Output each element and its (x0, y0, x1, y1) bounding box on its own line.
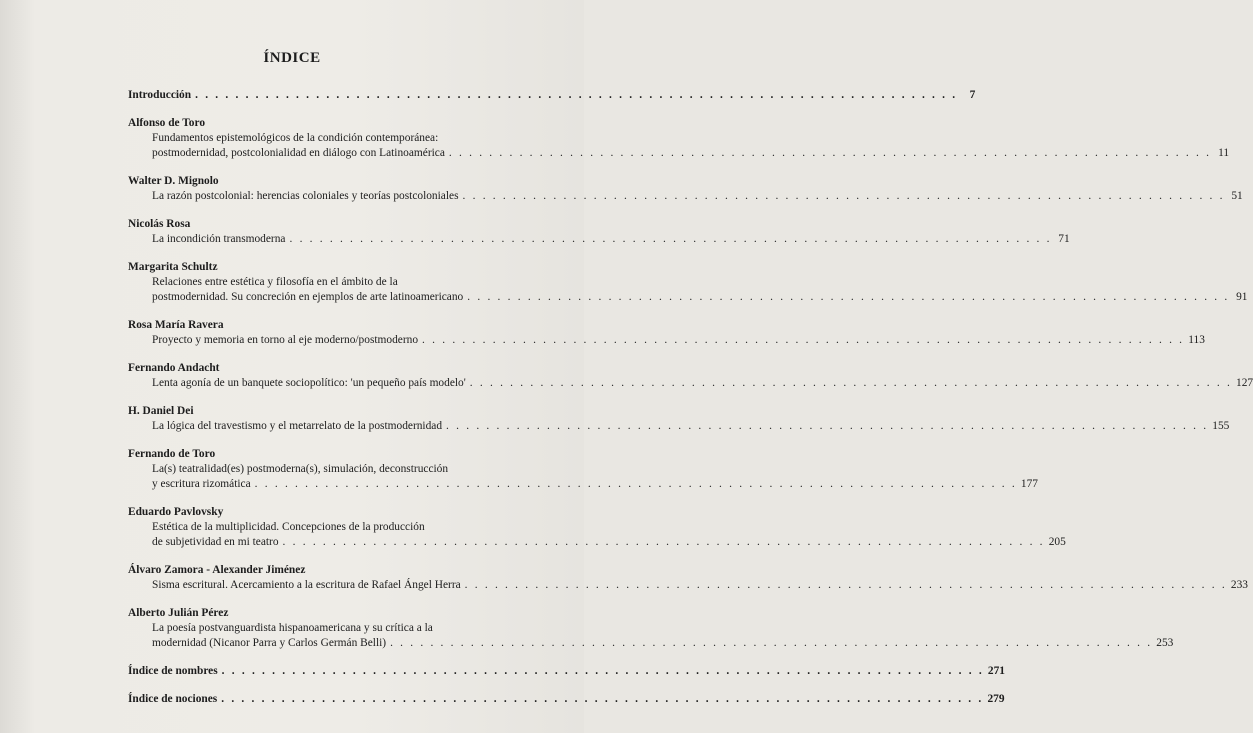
dot-leader: . . . . . . . . . . . . . . . . . . . . . . . . . . . . . . . . . . . . . . . . . . . . . . . . . . . . . . . . . . . . . . . . . . . . . . . . . . . . (467, 291, 1230, 303)
toc-entry-final-line (152, 477, 1038, 492)
toc-index-notions (128, 692, 1005, 707)
toc-introduction-label: Introducción (128, 89, 192, 101)
toc-entry-final-line (152, 376, 1253, 391)
toc-entry-title (128, 333, 1205, 348)
toc-index-notions-label: Índice de nociones (128, 693, 218, 705)
toc-entry-title-line: postmodernidad. Su concreción en ejemplos de arte latinoamericano (152, 291, 464, 303)
toc-entry-title-line: La lógica del travestismo y el metarrelato de la postmodernidad (152, 420, 443, 432)
toc-entry-page: 113 (1188, 334, 1205, 346)
toc-entry (128, 606, 1174, 651)
toc-entry-title-line: postmodernidad, postcolonialidad en diálogo con Latinoamérica (152, 147, 445, 159)
toc-entry-final-line (152, 535, 1066, 550)
toc-entry (128, 116, 1230, 161)
toc-entry-author: Fernando de Toro (128, 448, 216, 460)
toc-entry-title-line: de subjetividad en mi teatro (152, 536, 279, 548)
toc-entry-title (128, 462, 1038, 492)
toc-entry-title-line: La poesía postvanguardista hispanoamericana y su crítica a la (152, 622, 433, 634)
toc-entry-page: 177 (1020, 478, 1038, 490)
toc-entry-author: Fernando Andacht (128, 362, 220, 374)
dot-leader: . . . . . . . . . . . . . . . . . . . . . . . . . . . . . . . . . . . . . . . . . . . . . . . . . . . . . . . . . . . . . . . . . . . . . . . . . . . . (448, 147, 1212, 159)
toc-introduction-page: 7 (969, 89, 976, 101)
toc-entry-title (128, 621, 1174, 651)
toc-entry (128, 447, 1038, 492)
dot-leader: . . . . . . . . . . . . . . . . . . . . . . . . . . . . . . . . . . . . . . . . . . . . . . . . . . . . . . . . . . . . . . . . . . . . . . . . . . . . (221, 693, 984, 705)
toc-entry (128, 404, 1230, 434)
toc-entry-author: Nicolás Rosa (128, 218, 191, 230)
toc-index-names-label: Índice de nombres (128, 665, 218, 677)
toc-entry-final-line (152, 636, 1174, 651)
toc-entry-title (128, 232, 1070, 247)
toc-entry-title (128, 376, 1253, 391)
toc-entry (128, 505, 1066, 550)
toc-entry (128, 174, 1243, 204)
toc-entry-title (128, 578, 1248, 593)
toc-entry-title (128, 520, 1066, 550)
toc-entry-title-line: y escritura rizomática (152, 478, 251, 490)
toc-entry (128, 318, 1205, 348)
dot-leader: . . . . . . . . . . . . . . . . . . . . . . . . . . . . . . . . . . . . . . . . . . . . . . . . . . . . . . . . . . . . . . . . . . . . . . . . . . . . (254, 478, 1017, 490)
toc-entry-page: 11 (1218, 147, 1230, 159)
dot-leader: . . . . . . . . . . . . . . . . . . . . . . . . . . . . . . . . . . . . . . . . . . . . . . . . . . . . . . . . . . . . . . . . . . . . . . . . . . . . (390, 637, 1153, 649)
toc-entry-final-line (152, 189, 1243, 204)
toc-entry-page: 51 (1231, 190, 1243, 202)
toc-entry (128, 217, 1070, 247)
toc-entry-page: 253 (1156, 637, 1174, 649)
toc-entry-final-line (152, 290, 1248, 305)
dot-leader: . . . . . . . . . . . . . . . . . . . . . . . . . . . . . . . . . . . . . . . . . . . . . . . . . . . . . . . . . . . . . . . . . . . . . . . . . . . . (195, 89, 958, 101)
dot-leader: . . . . . . . . . . . . . . . . . . . . . . . . . . . . . . . . . . . . . . . . . . . . . . . . . . . . . . . . . . . . . . . . . . . . . . . . . . . . (469, 377, 1232, 389)
toc-entry-author: Margarita Schultz (128, 261, 218, 273)
toc-entry-title (128, 189, 1243, 204)
toc-entry (128, 361, 1253, 391)
toc-entry-title-line: Lenta agonía de un banquete sociopolítico: 'un pequeño país modelo' (152, 377, 466, 389)
toc-entry-title-line: Estética de la multiplicidad. Concepciones de la producción (152, 521, 425, 533)
dot-leader: . . . . . . . . . . . . . . . . . . . . . . . . . . . . . . . . . . . . . . . . . . . . . . . . . . . . . . . . . . . . . . . . . . . . . . . . . . . . (462, 190, 1225, 202)
toc-entry-title (128, 275, 1248, 305)
toc-entry-author: Walter D. Mignolo (128, 175, 219, 187)
toc-entry-title-line: La(s) teatralidad(es) postmoderna(s), simulación, deconstrucción (152, 463, 449, 475)
toc-entry-author: H. Daniel Dei (128, 405, 194, 417)
toc-entry-title-line: modernidad (Nicanor Parra y Carlos Germán Belli) (152, 637, 387, 649)
toc-entry (128, 563, 1248, 593)
toc-entry-final-line (152, 146, 1230, 161)
dot-leader: . . . . . . . . . . . . . . . . . . . . . . . . . . . . . . . . . . . . . . . . . . . . . . . . . . . . . . . . . . . . . . . . . . . . . . . . . . . . (221, 665, 984, 677)
toc-entry-final-line (152, 232, 1070, 247)
toc-index-notions-page: 279 (987, 693, 1005, 705)
toc-entry-author: Alfonso de Toro (128, 117, 206, 129)
toc-entry-final-line (152, 578, 1248, 593)
toc-entry-title-line: Proyecto y memoria en torno al eje moderno/postmoderno (152, 334, 419, 346)
table-of-contents (128, 88, 1253, 720)
toc-entry-title-line: La incondición transmoderna (152, 233, 286, 245)
dot-leader: . . . . . . . . . . . . . . . . . . . . . . . . . . . . . . . . . . . . . . . . . . . . . . . . . . . . . . . . . . . . . . . . . . . . . . . . . . . . (464, 579, 1227, 591)
page-title: ÍNDICE (263, 50, 321, 66)
toc-entry (128, 260, 1248, 305)
toc-entry-title-line: Sisma escritural. Acercamiento a la escritura de Rafael Ángel Herra (152, 579, 461, 591)
toc-index-names-page: 271 (987, 665, 1005, 677)
toc-entries (128, 116, 1253, 651)
toc-entry-page: 71 (1058, 233, 1070, 245)
toc-introduction (128, 88, 976, 103)
dot-leader: . . . . . . . . . . . . . . . . . . . . . . . . . . . . . . . . . . . . . . . . . . . . . . . . . . . . . . . . . . . . . . . . . . . . . . . . . . . . (446, 420, 1209, 432)
toc-entry-page: 205 (1048, 536, 1066, 548)
toc-entry-page: 233 (1230, 579, 1248, 591)
toc-entry-page: 155 (1212, 420, 1230, 432)
toc-entry-title (128, 419, 1230, 434)
toc-entry-author: Alberto Julián Pérez (128, 607, 229, 619)
toc-entry-title-line: Fundamentos epistemológicos de la condición contemporánea: (152, 132, 439, 144)
toc-entry-title (128, 131, 1230, 161)
dot-leader: . . . . . . . . . . . . . . . . . . . . . . . . . . . . . . . . . . . . . . . . . . . . . . . . . . . . . . . . . . . . . . . . . . . . . . . . . . . . (289, 233, 1052, 245)
toc-entry-title-line: La razón postcolonial: herencias coloniales y teorías postcoloniales (152, 190, 459, 202)
dot-leader: . . . . . . . . . . . . . . . . . . . . . . . . . . . . . . . . . . . . . . . . . . . . . . . . . . . . . . . . . . . . . . . . . . . . . . . . . . . . (422, 334, 1185, 346)
toc-entry-final-line (152, 333, 1205, 348)
toc-entry-final-line (152, 419, 1230, 434)
toc-entry-page: 127 (1236, 377, 1253, 389)
toc-entry-author: Rosa María Ravera (128, 319, 224, 331)
toc-index-names (128, 664, 1005, 679)
toc-entry-author: Álvaro Zamora - Alexander Jiménez (128, 564, 306, 576)
toc-entry-title-line: Relaciones entre estética y filosofía en el ámbito de la (152, 276, 398, 288)
dot-leader: . . . . . . . . . . . . . . . . . . . . . . . . . . . . . . . . . . . . . . . . . . . . . . . . . . . . . . . . . . . . . . . . . . . . . . . . . . . . (282, 536, 1045, 548)
toc-entry-page: 91 (1236, 291, 1248, 303)
toc-entry-author: Eduardo Pavlovsky (128, 506, 224, 518)
